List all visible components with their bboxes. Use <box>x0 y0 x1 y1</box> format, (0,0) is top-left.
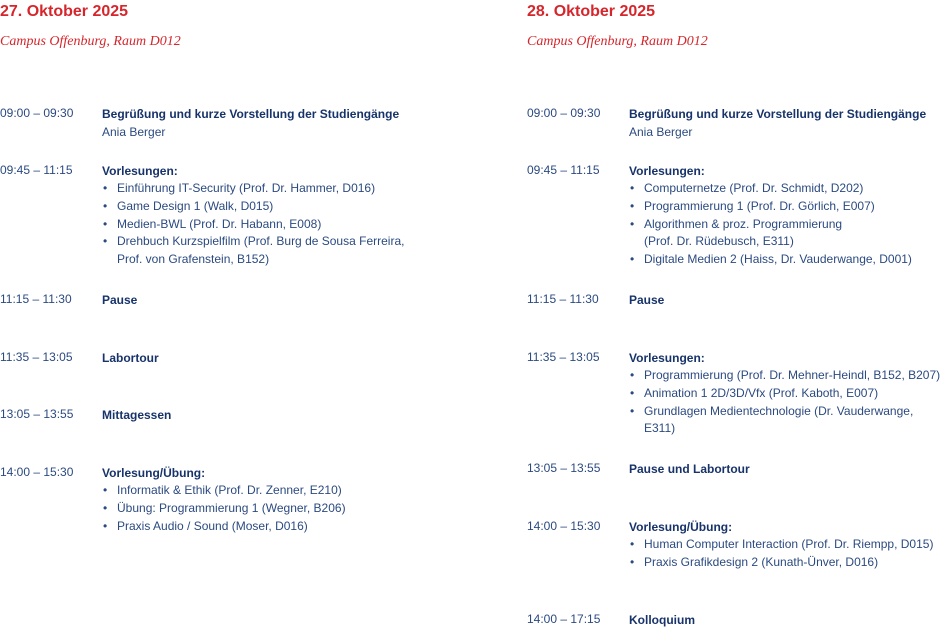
list-item: • Programmierung (Prof. Dr. Mehner-Heindl, B152, B207) <box>629 367 947 385</box>
session-time: 11:15 – 11:30 <box>0 292 72 306</box>
day-title: 28. Oktober 2025 <box>527 3 656 20</box>
session-title: Vorlesung/Übung: <box>102 466 206 480</box>
session-title: Vorlesungen: <box>629 351 705 365</box>
list-item: • Human Computer Interaction (Prof. Dr. Riempp, D015) <box>629 536 947 554</box>
session-item-list <box>629 367 947 438</box>
list-item: • Programmierung 1 (Prof. Dr. Görlich, E007) <box>629 198 929 216</box>
session-title: Mittagessen <box>102 408 172 422</box>
day-location: Campus Offenburg, Raum D012 <box>527 34 708 49</box>
session-time: 09:45 – 11:15 <box>0 163 73 177</box>
session-item-list <box>102 482 442 535</box>
list-item: • Medien-BWL (Prof. Dr. Habann, E008) <box>102 216 432 234</box>
list-item: • Einführung IT-Security (Prof. Dr. Hammer, D016) <box>102 180 432 198</box>
list-item: • Praxis Grafikdesign 2 (Kunath-Ünver, D016) <box>629 554 947 572</box>
list-item: • Drehbuch Kurzspielfilm (Prof. Burg de Sousa Ferreira, Prof. von Grafenstein, B152) <box>102 233 432 269</box>
session-time: 11:35 – 13:05 <box>527 350 600 364</box>
session-time: 09:45 – 11:15 <box>527 163 600 177</box>
session-item-list <box>629 536 947 572</box>
session-time: 14:00 – 17:15 <box>527 612 601 626</box>
session-title: Pause <box>102 293 138 307</box>
session-title: Labortour <box>102 351 159 365</box>
list-item: • Praxis Audio / Sound (Moser, D016) <box>102 518 442 536</box>
session-time: 14:00 – 15:30 <box>0 465 74 479</box>
list-item: • Grundlagen Medientechnologie (Dr. Vauderwange, E311) <box>629 403 947 439</box>
session-title: Begrüßung und kurze Vorstellung der Studiengänge <box>629 107 927 121</box>
list-item: • Digitale Medien 2 (Haiss, Dr. Vauderwange, D001) <box>629 251 929 269</box>
session-title: Vorlesungen: <box>102 164 178 178</box>
list-item: • Animation 1 2D/3D/Vfx (Prof. Kaboth, E007) <box>629 385 947 403</box>
session-item-list <box>629 180 929 269</box>
day-title: 27. Oktober 2025 <box>0 3 129 20</box>
session-time: 11:35 – 13:05 <box>0 350 73 364</box>
session-title: Pause <box>629 293 665 307</box>
list-item: • Übung: Programmierung 1 (Wegner, B206) <box>102 500 442 518</box>
session-time: 14:00 – 15:30 <box>527 519 601 533</box>
list-item: • Game Design 1 (Walk, D015) <box>102 198 432 216</box>
list-item: • Computernetze (Prof. Dr. Schmidt, D202) <box>629 180 929 198</box>
day-location: Campus Offenburg, Raum D012 <box>0 34 181 49</box>
session-time: 11:15 – 11:30 <box>527 292 599 306</box>
session-title: Begrüßung und kurze Vorstellung der Studiengänge <box>102 107 400 121</box>
session-speaker: Ania Berger <box>102 125 166 139</box>
session-title: Kolloquium <box>629 613 695 627</box>
list-item: • Algorithmen & proz. Programmierung (Prof. Dr. Rüdebusch, E311) <box>629 216 859 252</box>
session-time: 09:00 – 09:30 <box>527 106 601 120</box>
session-speaker: Ania Berger <box>629 125 693 139</box>
session-time: 09:00 – 09:30 <box>0 106 74 120</box>
session-item-list <box>102 180 432 269</box>
session-title: Pause und Labortour <box>629 462 750 476</box>
session-title: Vorlesungen: <box>629 164 705 178</box>
list-item: • Informatik & Ethik (Prof. Dr. Zenner, E210) <box>102 482 442 500</box>
session-time: 13:05 – 13:55 <box>0 407 74 421</box>
session-time: 13:05 – 13:55 <box>527 461 601 475</box>
session-title: Vorlesung/Übung: <box>629 520 733 534</box>
